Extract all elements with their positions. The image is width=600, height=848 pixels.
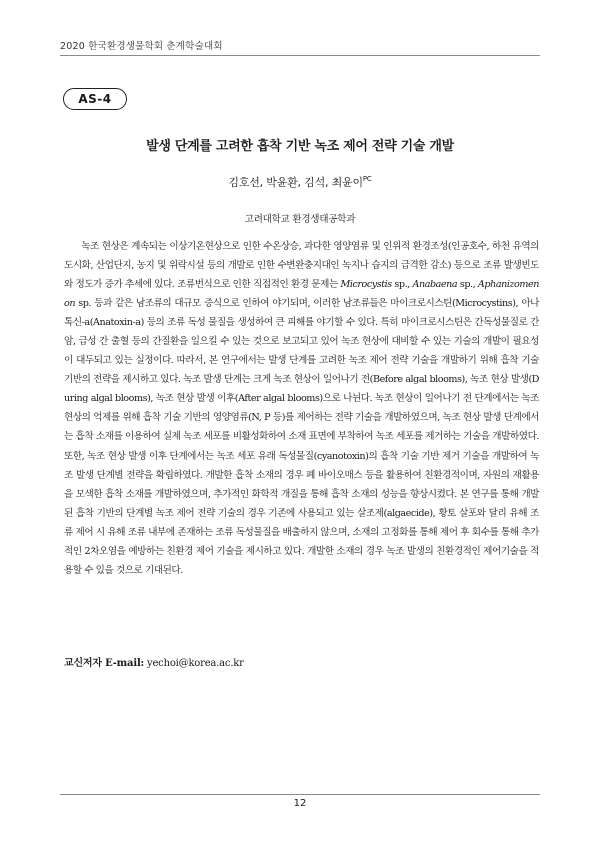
abstract-text: sp.,: [457, 279, 478, 291]
author-names: 김호선, 박윤환, 김석, 최윤이: [228, 176, 363, 189]
session-badge: AS-4: [63, 88, 127, 110]
running-header: 2020 한국환경생물학회 춘계학술대회: [60, 41, 223, 52]
page-number: 12: [293, 798, 307, 809]
contact-line: [64, 654, 244, 669]
contact-email[interactable]: yechoi@korea.ac.kr: [147, 658, 244, 669]
species-name: Microcystis: [340, 279, 392, 291]
author-list: [60, 174, 540, 190]
affiliation: 고려대학교 환경생태공학과: [244, 214, 356, 225]
abstract-text: 녹조 현상은 계속되는 이상기온현상으로 인한 수온상승, 과다한 영양염류 및 인위적 환경조성(인공호수, 하천 유역의 도시화, 산업단지, 농지 및 위락시설 등의 개발로 인한 수변완충지대인 녹지나 습지의 급격한 감소) 등으로 조류 발생빈도와 정도가 증가 추세에 있다. 조류번식으로 인한 직접적인 환경 문제는: [64, 241, 539, 291]
footer-divider: [60, 794, 540, 795]
header-divider: [60, 55, 540, 56]
abstract-body: [64, 237, 539, 580]
abstract-text: sp. 등과 같은 남조류의 대규모 증식으로 인하여 야기되며, 이러한 남조류들은 마이크로시스틴(Microcystins), 아나톡신-a(Anatoxin-a) 등의 조류 독성 물질을 생성하여 큰 피해를 야기할 수 있다. 특히 마이크로시스틴은 간독성물질로 간암, 급성 간 출혈 등의 간질환을 일으킬 수 있는 것으로 보고되고 있어 녹조 현상에 대비할 수 있는 기술의 개발이 필요성이 대두되고 있는 실정이다. 따라서, 본 연구에서는 발생 단계를 고려한 녹조 제어 전략 기술을 개발하기 위해 흡착 기술 기반의 전략을 제시하고 있다. 녹조 발생 단계는 크게 녹조 현상이 일어나기 전(Before algal blooms), 녹조 현상 발생(During algal blooms), 녹조 현상 발생 이후(After algal blooms)으로 나뉜다. 녹조 현상이 일어나기 전 단계에서는 녹조 현상의 억제를 위해 흡착 기술 기반의 영양염류(N, P 등)를 제어하는 전략 기술을 개발하였으며, 녹조 현상 발생 단계에서는 흡착 소재를 이용하여 실제 녹조 세포를 비활성화하여 소재 표면에 부착하여 녹조 세포를 제거하는 기술을 개발하였다. 또한, 녹조 현상 발생 이후 단계에서는 녹조 세포 유래 독성물질(cyanotoxin)의 흡착 기술 기반 제거 기술을 개발하여 녹조 발생 단계별 전략을 확립하였다. 개발한 흡착 소재의 경우 폐 바이오매스 등을 활용하여 친환경적이며, 자원의 재활용을 모색한 흡착 소재를 개발하였으며, 추가적인 화학적 개질을 통해 흡착 소재의 성능을 향상시켰다. 본 연구를 통해 개발된 흡착 기반의 단계별 녹조 제어 전략 기술의 경우 기존에 사용되고 있는 살조제(algaecide), 황토 살포와 달리 유해 조류 제어 시 유해 조류 내부에 존재하는 조류 독성물질을 배출하지 않으며, 소재의 고정화를 통해 제어 후 회수를 통해 추가적인 2차오염을 예방하는 친환경 제어 기술을 제시하고 있다. 개발한 소재의 경우 녹조 발생의 친환경적인 제어기술을 적용할 수 있을 것으로 기대된다.: [64, 298, 539, 576]
contact-label: 교신저자 E-mail:: [64, 658, 145, 669]
corresponding-author-mark: PC: [362, 175, 372, 183]
species-name: Anabaena: [412, 279, 458, 291]
paper-title: 발생 단계를 고려한 흡착 기반 녹조 제어 전략 기술 개발: [146, 139, 454, 154]
abstract-text: sp.,: [391, 279, 413, 291]
species-name: Aphanizomenon: [64, 279, 539, 310]
